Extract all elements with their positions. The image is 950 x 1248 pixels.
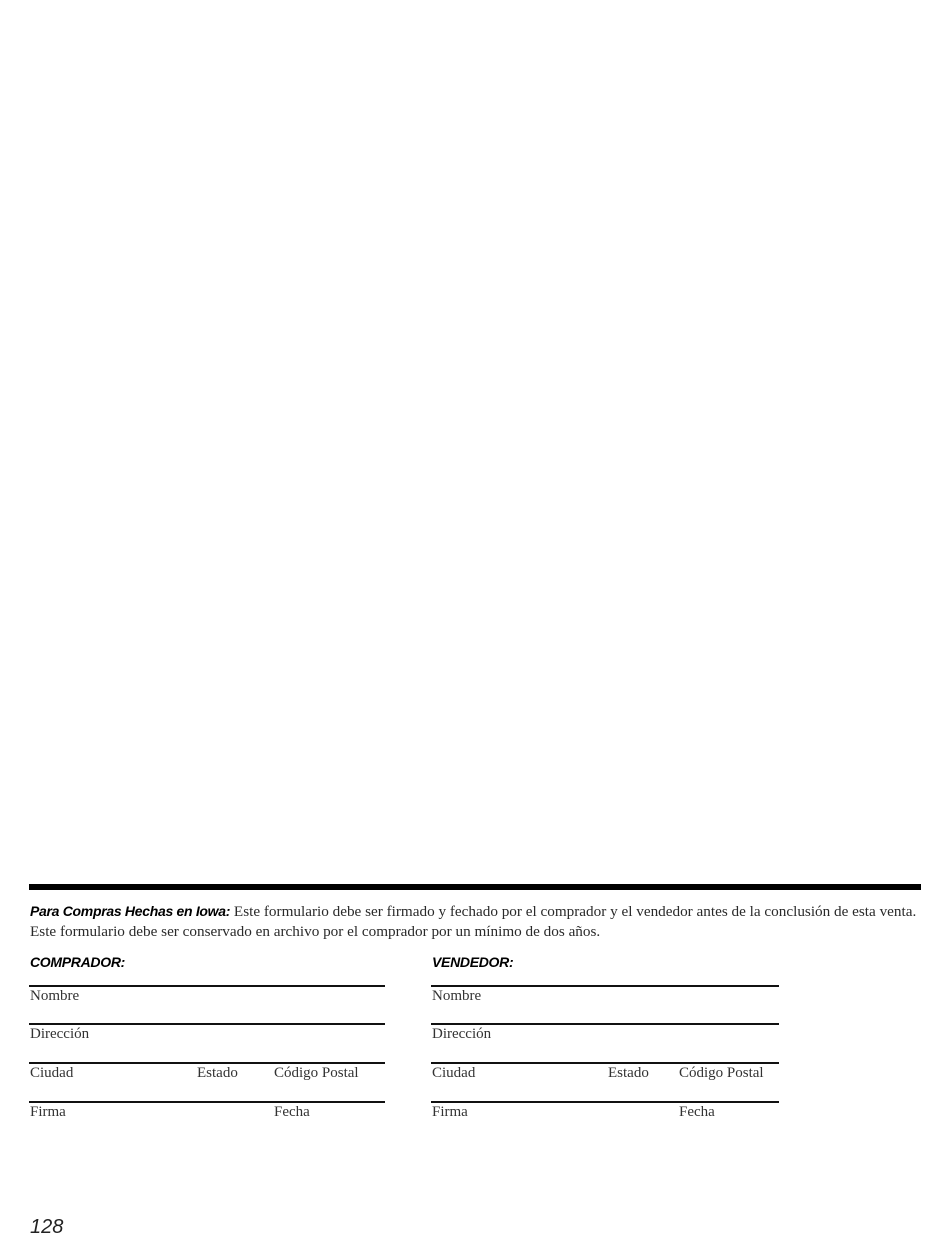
buyer-zip-label: Código Postal	[274, 1065, 359, 1081]
seller-name-label: Nombre	[432, 988, 482, 1004]
buyer-address-line[interactable]	[29, 1023, 385, 1025]
buyer-date-label: Fecha	[274, 1104, 310, 1120]
buyer-name-line[interactable]	[29, 985, 385, 987]
seller-address-label: Dirección	[432, 1026, 492, 1042]
seller-form	[431, 985, 779, 1125]
seller-state-label: Estado	[608, 1065, 649, 1081]
buyer-state-label: Estado	[197, 1065, 238, 1081]
page-number: 128	[30, 1216, 64, 1238]
buyer-city-state-zip-line[interactable]	[29, 1062, 385, 1064]
seller-date-label: Fecha	[679, 1104, 715, 1120]
iowa-notice	[30, 901, 925, 942]
seller-address-line[interactable]	[431, 1023, 779, 1025]
iowa-notice-text: Este formulario debe ser firmado y fechado por el comprador y el vendedor antes de la conclusión de esta venta. Este formulario debe ser conservado en archivo por el comprador por un mínimo de dos años.	[30, 903, 917, 940]
buyer-city-label: Ciudad	[30, 1065, 74, 1081]
section-divider	[29, 884, 921, 890]
seller-name-line[interactable]	[431, 985, 779, 987]
iowa-notice-lead: Para Compras Hechas en Iowa:	[30, 903, 231, 919]
seller-signature-label: Firma	[432, 1104, 468, 1120]
buyer-signature-label: Firma	[30, 1104, 66, 1120]
buyer-name-label: Nombre	[30, 988, 80, 1004]
seller-signature-line[interactable]	[431, 1101, 779, 1103]
buyer-address-label: Dirección	[30, 1026, 90, 1042]
seller-city-label: Ciudad	[432, 1065, 476, 1081]
seller-zip-label: Código Postal	[679, 1065, 764, 1081]
buyer-form	[29, 985, 385, 1125]
seller-city-state-zip-line[interactable]	[431, 1062, 779, 1064]
buyer-heading: COMPRADOR:	[30, 954, 125, 970]
buyer-signature-line[interactable]	[29, 1101, 385, 1103]
seller-heading: VENDEDOR:	[432, 954, 514, 970]
